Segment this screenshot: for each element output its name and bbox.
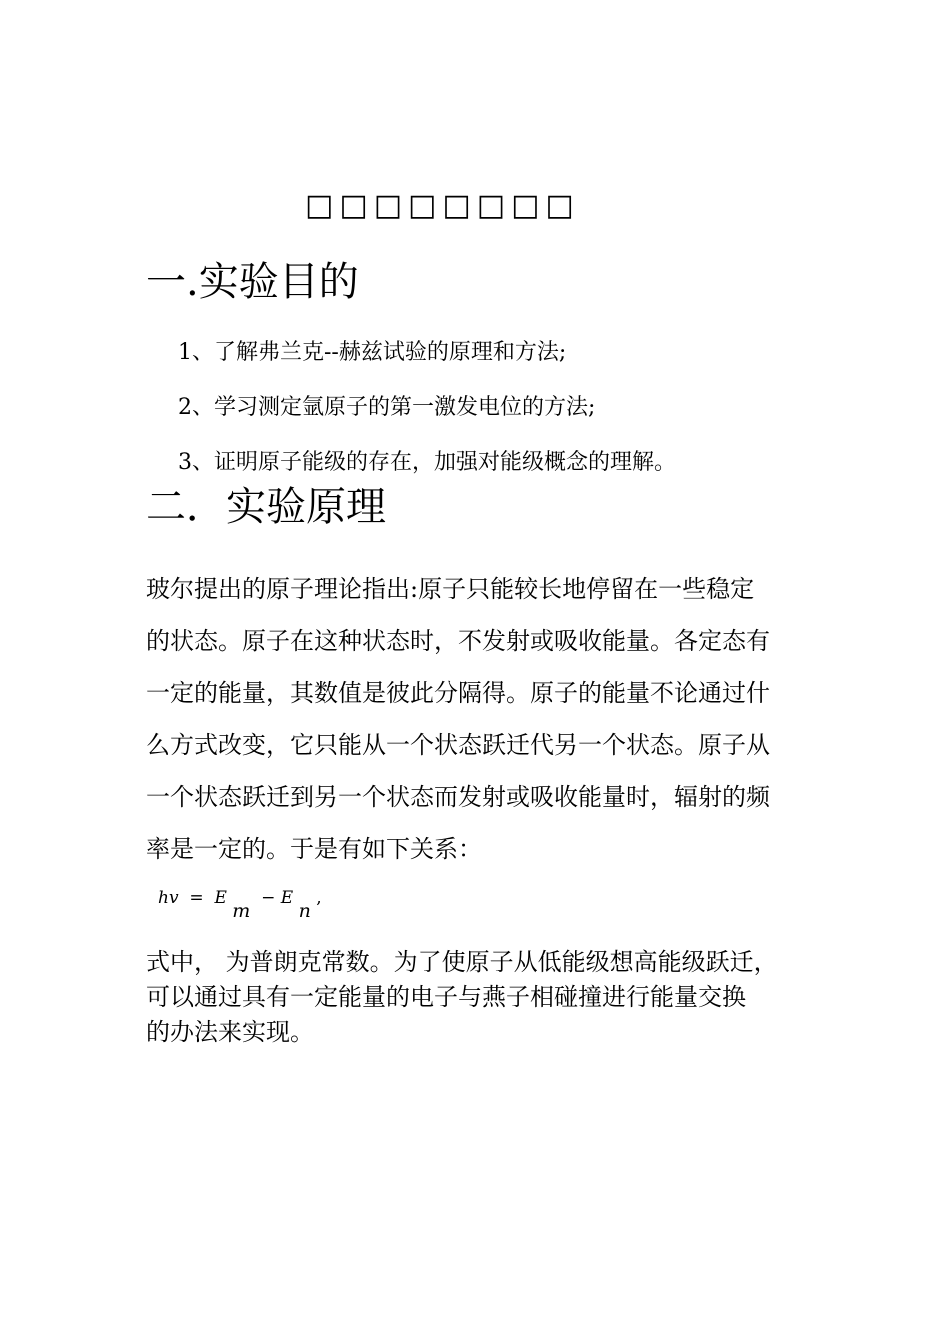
paragraph-line: 么方式改变，它只能从一个状态跃迁代另一个状态。原子从 <box>146 731 770 759</box>
principle-paragraph <box>146 563 818 875</box>
formula-e2: E <box>280 888 294 908</box>
energy-formula <box>158 882 322 922</box>
formula-e1: E <box>214 888 227 908</box>
formula-comma: , <box>316 888 322 908</box>
formula-sub-m: m <box>232 900 251 922</box>
paragraph-line: 玻尔提出的原子理论指出:原子只能较长地停留在一些稳定 <box>146 575 755 603</box>
formula-sub-n: n <box>298 900 311 922</box>
section-heading-objectives: 一.实验目的 <box>146 259 359 305</box>
explanation-paragraph <box>146 945 818 1050</box>
list-item: 3、证明原子能级的存在，加强对能级概念的理解。 <box>178 450 676 475</box>
formula-equals: = <box>189 888 204 908</box>
paragraph-line: 的状态。原子在这种状态时，不发射或吸收能量。各定态有 <box>146 627 770 655</box>
paragraph-line: 一定的能量，其数值是彼此分隔得。原子的能量不论通过什 <box>146 679 770 707</box>
paragraph-line: 的办法来实现。 <box>146 1018 314 1046</box>
paragraph-line: 率是一定的。于是有如下关系： <box>146 835 482 863</box>
paragraph-line: 一个状态跃迁到另一个状态而发射或吸收能量时，辐射的频 <box>146 783 770 811</box>
list-item: 1、了解弗兰克--赫兹试验的原理和方法; <box>178 340 567 365</box>
paragraph-line: 式中， 为普朗克常数。为了使原子从低能级想高能级跃迁， <box>146 948 778 976</box>
formula-lhs: hv <box>158 888 179 908</box>
section-heading-principle: 二．实验原理 <box>146 484 386 530</box>
paragraph-line: 可以通过具有一定能量的电子与燕子相碰撞进行能量交换 <box>146 983 746 1011</box>
objectives-list <box>178 340 676 476</box>
formula-minus: − <box>261 888 276 908</box>
document-title: □□□□□□□□ <box>305 188 580 223</box>
list-item: 2、学习测定氩原子的第一激发电位的方法; <box>178 395 596 420</box>
